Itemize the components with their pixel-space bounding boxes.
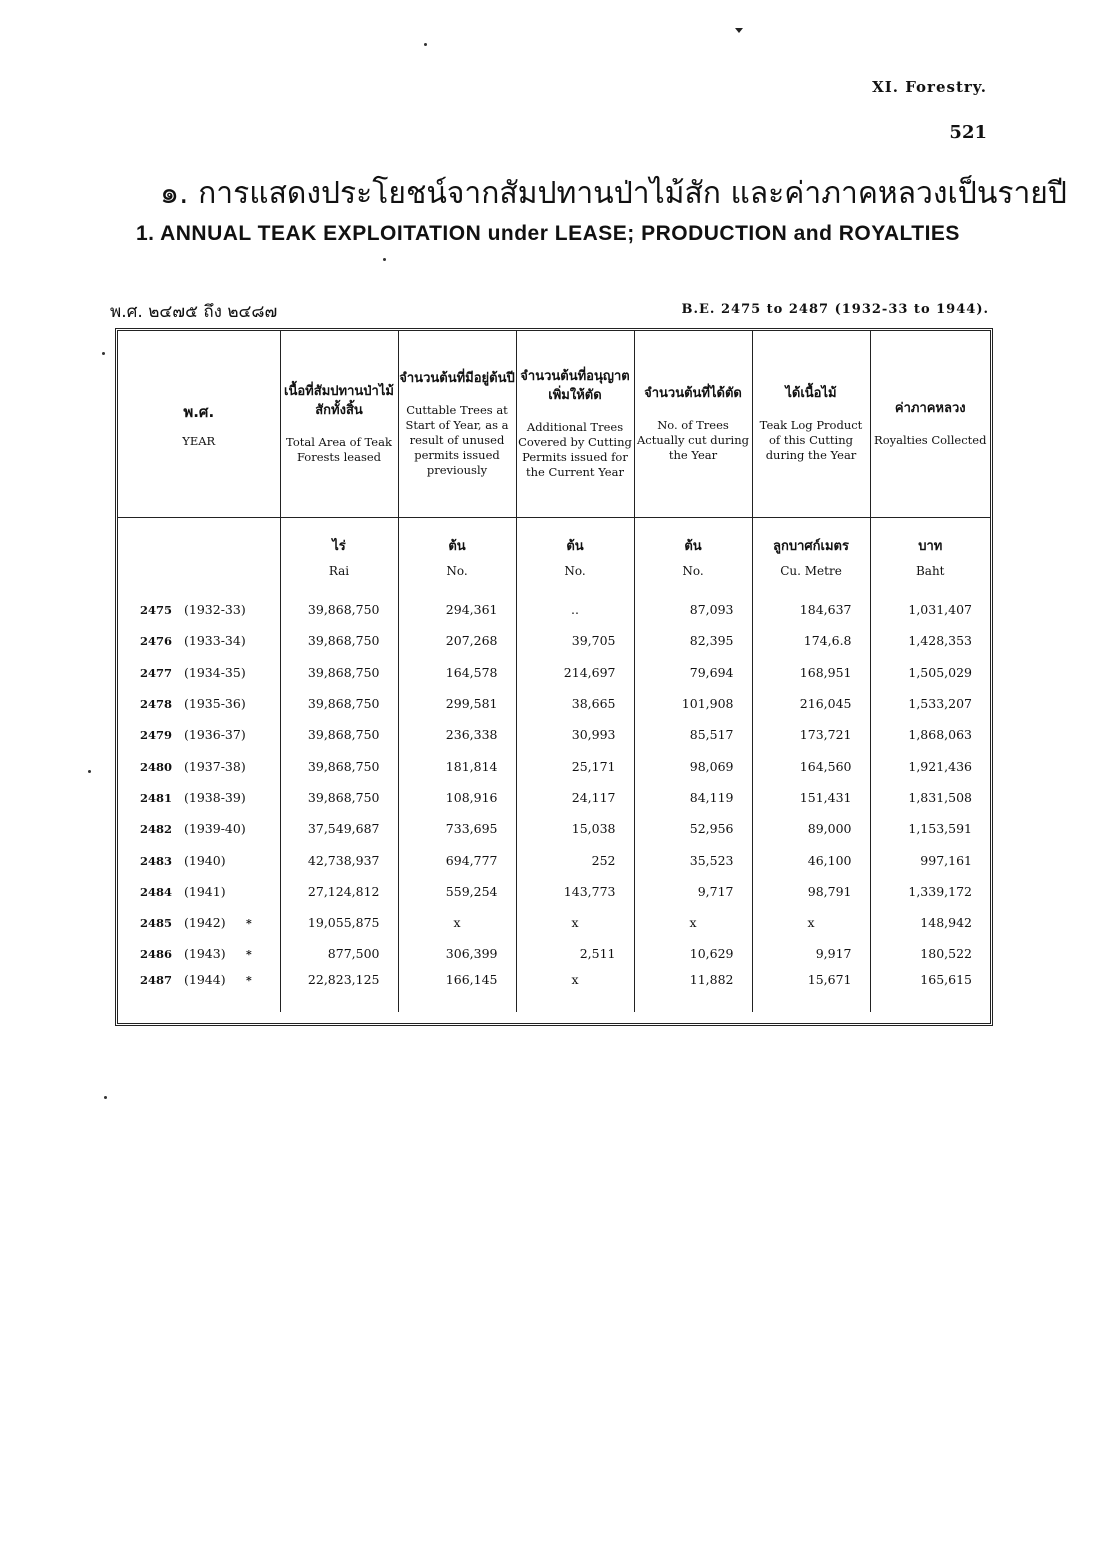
cell-area: 39,868,750 [280, 625, 398, 656]
table-row [118, 844, 990, 875]
cell-additional: 38,665 [516, 688, 634, 719]
year-be: 2479 [140, 728, 173, 743]
footnote-mark: * [246, 948, 252, 962]
unit-english: Baht [915, 563, 945, 578]
year-ce: (1936-37) [184, 727, 246, 743]
unit-cell [118, 518, 280, 595]
column-header-thai: จำนวนต้นที่อนุญาตเพิ่มให้ตัด [520, 369, 630, 404]
cell-area: 39,868,750 [280, 657, 398, 688]
year-ce: (1939-40) [184, 821, 246, 837]
cell-additional: 15,038 [516, 813, 634, 844]
year-be: 2481 [140, 790, 173, 805]
year-ce: (1934-35) [184, 664, 246, 680]
cell-log: 9,917 [752, 938, 870, 969]
header-row [118, 331, 990, 518]
cell-cuttable: 181,814 [398, 750, 516, 781]
cell-cut: 98,069 [634, 750, 752, 781]
cell-royalties: 1,505,029 [870, 657, 990, 688]
unit-thai: ต้น [448, 538, 466, 554]
page-mark [735, 28, 743, 33]
cell-additional: .. [516, 594, 634, 625]
cell-cuttable: 108,916 [398, 782, 516, 813]
unit-cell [398, 518, 516, 595]
cell-royalties: 1,428,353 [870, 625, 990, 656]
year-cell [118, 594, 280, 625]
title-english: 1. ANNUAL TEAK EXPLOITATION under LEASE; PRODUCTION and ROYALTIES [136, 222, 960, 245]
section-heading: XI. Forestry. [872, 78, 987, 96]
cell-royalties: 180,522 [870, 938, 990, 969]
year-ce: (1943) [184, 946, 226, 962]
cell-log: 15,671 [752, 970, 870, 1012]
unit-english: No. [682, 563, 704, 578]
year-ce: (1944) [184, 971, 226, 987]
cell-additional: 2,511 [516, 938, 634, 969]
column-header-area [280, 331, 398, 518]
cell-area: 39,868,750 [280, 594, 398, 625]
column-header-english: YEAR [182, 433, 216, 448]
cell-area: 877,500 [280, 938, 398, 969]
table-row [118, 625, 990, 656]
column-header-thai: ได้เนื้อไม้ [785, 386, 837, 402]
year-ce: (1941) [184, 883, 226, 899]
column-header-cut [634, 331, 752, 518]
unit-cell [870, 518, 990, 595]
cell-royalties: 1,533,207 [870, 688, 990, 719]
cell-cuttable: 299,581 [398, 688, 516, 719]
year-cell [118, 813, 280, 844]
cell-royalties: 165,615 [870, 970, 990, 1012]
year-cell [118, 844, 280, 875]
cell-log: 151,431 [752, 782, 870, 813]
page-number: 521 [949, 122, 987, 143]
cell-additional: x [516, 970, 634, 1012]
year-be: 2486 [140, 947, 173, 962]
column-header-english: No. of Trees Actually cut during the Year [637, 418, 749, 462]
year-cell [118, 657, 280, 688]
cell-royalties: 148,942 [870, 907, 990, 938]
table-row [118, 970, 990, 1012]
column-header-log [752, 331, 870, 518]
cell-cuttable: 694,777 [398, 844, 516, 875]
unit-english: No. [564, 563, 586, 578]
column-header-english: Total Area of Teak Forests leased [286, 434, 392, 464]
cell-cut: 85,517 [634, 719, 752, 750]
column-header-additional [516, 331, 634, 518]
cell-royalties: 1,153,591 [870, 813, 990, 844]
cell-additional: 214,697 [516, 657, 634, 688]
column-header-thai: พ.ศ. [183, 402, 215, 421]
column-header-thai: จำนวนต้นที่ได้ตัด [644, 386, 742, 402]
cell-area: 22,823,125 [280, 970, 398, 1012]
cell-cut: 101,908 [634, 688, 752, 719]
cell-royalties: 1,031,407 [870, 594, 990, 625]
cell-cuttable: x [398, 907, 516, 938]
units-row [118, 518, 990, 595]
column-header-english: Teak Log Product of this Cutting during the Year [759, 418, 863, 462]
year-cell [118, 625, 280, 656]
unit-cell [634, 518, 752, 595]
cell-cuttable: 733,695 [398, 813, 516, 844]
cell-additional: 252 [516, 844, 634, 875]
cell-cut: 84,119 [634, 782, 752, 813]
cell-cuttable: 166,145 [398, 970, 516, 1012]
cell-log: 89,000 [752, 813, 870, 844]
cell-log: 98,791 [752, 876, 870, 907]
column-header-english: Royalties Collected [874, 432, 987, 447]
unit-english: Rai [328, 563, 350, 578]
cell-log: 184,637 [752, 594, 870, 625]
year-cell [118, 719, 280, 750]
unit-cell [280, 518, 398, 595]
speck [88, 770, 91, 773]
cell-area: 39,868,750 [280, 750, 398, 781]
unit-thai: ไร่ [332, 538, 346, 554]
footnote-mark: * [246, 973, 252, 987]
cell-royalties: 1,868,063 [870, 719, 990, 750]
year-cell [118, 938, 280, 969]
unit-cell [752, 518, 870, 595]
cell-additional: 25,171 [516, 750, 634, 781]
cell-log: 164,560 [752, 750, 870, 781]
cell-cuttable: 306,399 [398, 938, 516, 969]
table-row [118, 657, 990, 688]
cell-royalties: 1,921,436 [870, 750, 990, 781]
cell-area: 39,868,750 [280, 719, 398, 750]
speck [424, 43, 427, 46]
data-table [115, 328, 993, 1026]
year-ce: (1935-36) [184, 696, 246, 712]
column-header-thai: เนื้อที่สัมปทานป่าไม้สักทั้งสิ้น [284, 384, 394, 419]
year-cell [118, 876, 280, 907]
footnote-mark: * [246, 917, 252, 931]
year-ce: (1933-34) [184, 633, 246, 649]
cell-cut: 10,629 [634, 938, 752, 969]
year-be: 2485 [140, 916, 173, 931]
year-cell [118, 907, 280, 938]
unit-thai: ลูกบาศก์เมตร [773, 538, 849, 554]
cell-area: 37,549,687 [280, 813, 398, 844]
cell-log: 216,045 [752, 688, 870, 719]
cell-cut: x [634, 907, 752, 938]
table-row [118, 688, 990, 719]
unit-english: Cu. Metre [780, 563, 842, 578]
table-row [118, 594, 990, 625]
cell-cut: 9,717 [634, 876, 752, 907]
table-row [118, 782, 990, 813]
cell-royalties: 1,339,172 [870, 876, 990, 907]
cell-cut: 82,395 [634, 625, 752, 656]
cell-additional: 143,773 [516, 876, 634, 907]
cell-additional: x [516, 907, 634, 938]
year-be: 2475 [140, 603, 173, 618]
range-english: B.E. 2475 to 2487 (1932-33 to 1944). [681, 302, 989, 317]
cell-cut: 79,694 [634, 657, 752, 688]
year-cell [118, 970, 280, 1012]
title-thai: ๑. การแสดงประโยชน์จากสัมปทานป่าไม้สัก และค่าภาคหลวงเป็นรายปี [160, 176, 1067, 211]
year-be: 2476 [140, 634, 173, 649]
speck [383, 258, 386, 261]
column-header-cuttable [398, 331, 516, 518]
table-row [118, 907, 990, 938]
year-be: 2487 [140, 972, 173, 987]
year-be: 2477 [140, 665, 173, 680]
cell-area: 27,124,812 [280, 876, 398, 907]
column-header-royalties [870, 331, 990, 518]
unit-english: No. [446, 563, 468, 578]
year-be: 2484 [140, 884, 173, 899]
cell-log: 46,100 [752, 844, 870, 875]
year-cell [118, 688, 280, 719]
table-row [118, 813, 990, 844]
range-thai: พ.ศ. ๒๔๗๕ ถึง ๒๔๘๗ [110, 302, 278, 322]
unit-cell [516, 518, 634, 595]
cell-additional: 39,705 [516, 625, 634, 656]
cell-cuttable: 294,361 [398, 594, 516, 625]
speck [104, 1096, 107, 1099]
table-row [118, 719, 990, 750]
cell-royalties: 997,161 [870, 844, 990, 875]
year-cell [118, 782, 280, 813]
cell-cuttable: 207,268 [398, 625, 516, 656]
cell-cuttable: 559,254 [398, 876, 516, 907]
unit-thai: บาท [918, 538, 943, 554]
year-ce: (1937-38) [184, 758, 246, 774]
cell-additional: 30,993 [516, 719, 634, 750]
cell-cut: 35,523 [634, 844, 752, 875]
cell-additional: 24,117 [516, 782, 634, 813]
cell-cut: 11,882 [634, 970, 752, 1012]
year-be: 2478 [140, 697, 173, 712]
cell-area: 42,738,937 [280, 844, 398, 875]
cell-log: 174,6.8 [752, 625, 870, 656]
column-header-english: Additional Trees Covered by Cutting Permits issued for the Current Year [518, 419, 632, 479]
cell-cuttable: 236,338 [398, 719, 516, 750]
cell-area: 39,868,750 [280, 688, 398, 719]
speck [102, 352, 105, 355]
table-row [118, 938, 990, 969]
table-row [118, 876, 990, 907]
cell-log: 168,951 [752, 657, 870, 688]
table-row [118, 750, 990, 781]
unit-thai: ต้น [684, 538, 702, 554]
unit-thai: ต้น [566, 538, 584, 554]
column-header-thai: จำนวนต้นที่มีอยู่ต้นปี [399, 371, 515, 387]
column-header-thai: ค่าภาคหลวง [894, 401, 966, 417]
cell-log: x [752, 907, 870, 938]
column-header-year [118, 331, 280, 518]
year-ce: (1938-39) [184, 789, 246, 805]
year-be: 2480 [140, 759, 173, 774]
cell-cut: 52,956 [634, 813, 752, 844]
year-be: 2482 [140, 822, 173, 837]
year-cell [118, 750, 280, 781]
cell-area: 19,055,875 [280, 907, 398, 938]
year-ce: (1932-33) [184, 602, 246, 618]
year-ce: (1940) [184, 852, 226, 868]
year-be: 2483 [140, 853, 173, 868]
column-header-english: Cuttable Trees at Start of Year, as a result of unused permits issued previously [405, 403, 509, 477]
cell-cut: 87,093 [634, 594, 752, 625]
cell-cuttable: 164,578 [398, 657, 516, 688]
year-ce: (1942) [184, 915, 226, 931]
cell-royalties: 1,831,508 [870, 782, 990, 813]
cell-log: 173,721 [752, 719, 870, 750]
cell-area: 39,868,750 [280, 782, 398, 813]
